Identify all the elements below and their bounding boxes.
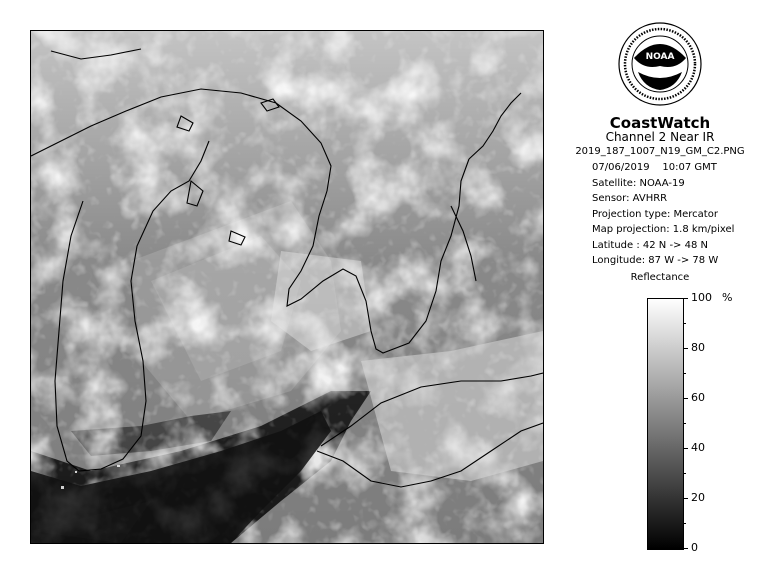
tick-mark [683,398,688,399]
tick-label-40: 40 [691,441,705,454]
program-title: CoastWatch [609,114,711,132]
latitude-label: Latitude : 42 N -> 48 N [592,239,708,251]
noaa-logo-text: NOAA [645,52,675,62]
tick-mark [683,348,688,349]
metadata-block [592,160,772,269]
reflectance-colorbar [647,298,684,550]
tick-mark [683,298,688,299]
satellite-label: Satellite: NOAA-19 [592,177,685,189]
tick-label-20: 20 [691,491,705,504]
legend-title: Reflectance [630,272,690,283]
minor-tick-mark [683,523,686,524]
date-time-row [592,160,772,176]
channel-title: Channel 2 Near IR [605,130,715,144]
filename-label: 2019_187_1007_N19_GM_C2.PNG [575,146,745,157]
tick-label-60: 60 [691,391,705,404]
tick-mark [683,498,688,499]
minor-tick-mark [683,373,686,374]
projection-type-label: Projection type: Mercator [592,208,718,220]
satellite-map [30,30,544,544]
tick-label-100: 100 [691,291,712,304]
minor-tick-mark [683,473,686,474]
tick-label-0: 0 [691,541,698,554]
legend-unit: % [722,291,733,304]
tick-mark [683,548,688,549]
minor-tick-mark [683,423,686,424]
map-canvas [31,31,543,543]
tick-label-80: 80 [691,341,705,354]
minor-tick-mark [683,323,686,324]
tick-mark [683,448,688,449]
date-label: 07/06/2019 [592,162,650,173]
time-label: 10:07 GMT [662,162,717,173]
noaa-logo [618,22,702,106]
longitude-label: Longitude: 87 W -> 78 W [592,255,719,266]
map-projection-label: Map projection: 1.8 km/pixel [592,224,735,235]
noaa-logo-icon [618,22,702,106]
sensor-label: Sensor: AVHRR [592,193,668,204]
